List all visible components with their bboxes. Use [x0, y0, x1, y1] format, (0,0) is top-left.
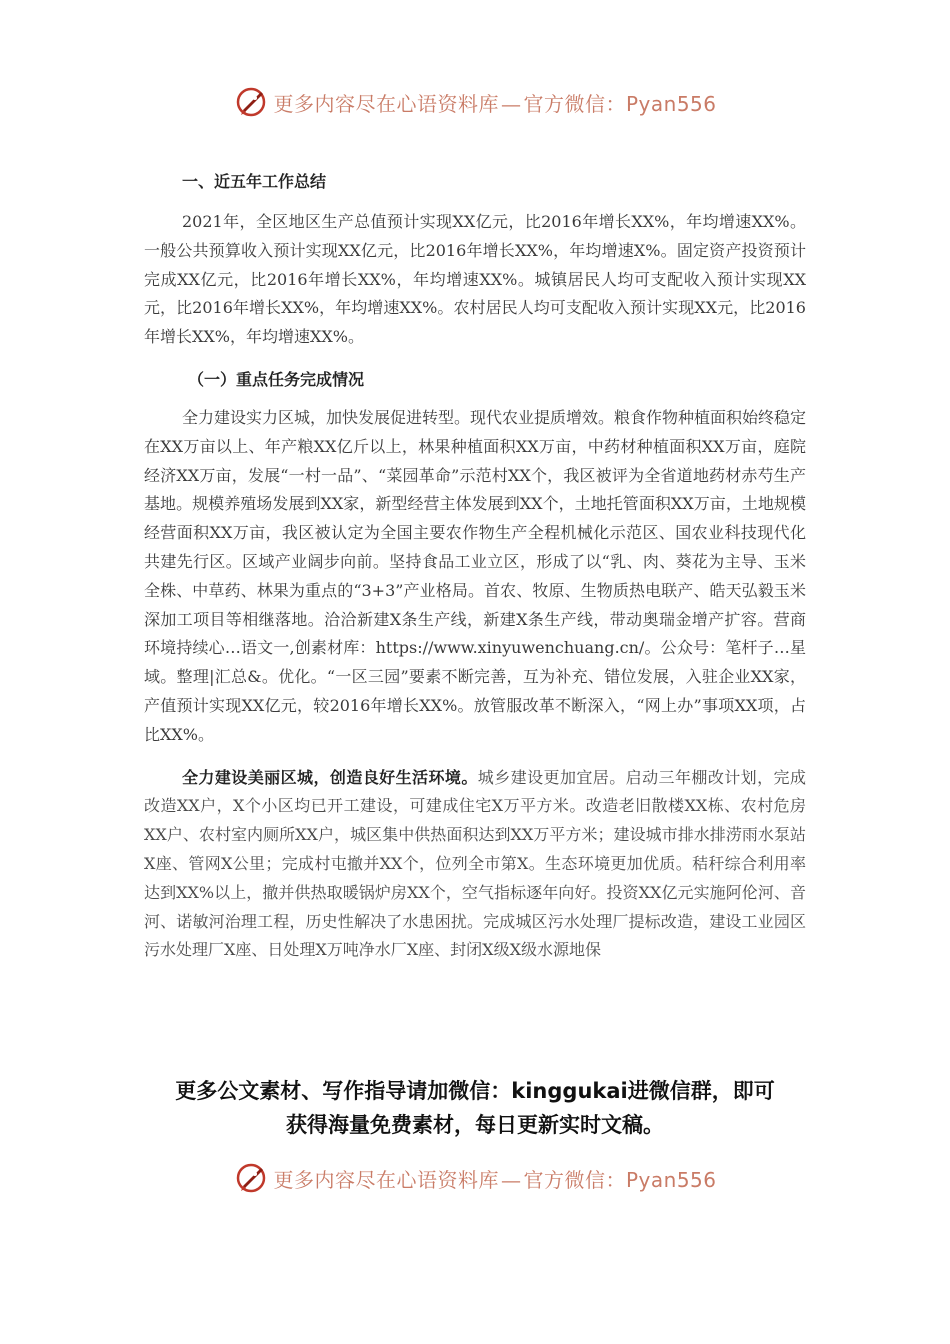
- promo-notice: [0, 1074, 950, 1142]
- paragraph-lead: 全力建设美丽区城，创造良好生活环境。: [182, 767, 478, 787]
- promo-line-1: 更多公文素材、写作指导请加微信：kinggukai进微信群，即可: [175, 1079, 775, 1103]
- promo-line-2: 获得海量免费素材，每日更新实时文稿。: [286, 1113, 664, 1137]
- banner-wechat-label: 官方微信：: [523, 1167, 626, 1192]
- paragraph-strength-district: 全力建设实力区城，加快发展促进转型。现代农业提质增效。粮食作物种植面积始终稳定在XX万亩以上、年产粮XX亿斤以上，林果种植面积XX万亩，中药材种植面积XX万亩，庭院经济XX万亩，发展“一村一品”、“菜园革命”示范村XX个，我区被评为全省道地药材赤芍生产基地。规模养殖场发展到XX家，新型经营主体发展到XX个，土地托管面积XX万亩，土地规模经营面积XX万亩，我区被认定为全国主要农作物生产全程机械化示范区、国农业科技现代化共建先行区。区域产业阔步向前。坚持食品工业立区，形成了以“乳、肉、葵花为主导、玉米全株、中草药、林果为重点的“3+3”产业格局。首农、牧原、生物质热电联产、皓天弘毅玉米深加工项目等相继落地。洽洽新建X条生产线，新建X条生产线，带动奥瑞金增产扩容。营商环境持续心…语文一,创素材库：https://www.xinyuwenchuang.cn/。公众号：笔杆子…星域。整理|汇总&。优化。“一区三园”要素不断完善，互为补充、错位发展，入驻企业XX家，产值预计实现XX亿元，较2016年增长XX%。放管服改革不断深入，“网上办”事项XX项，占比XX%。: [144, 407, 807, 744]
- banner-text: [273, 88, 716, 117]
- banner-dash: —: [500, 91, 522, 116]
- footer-banner: [0, 1156, 950, 1200]
- banner-wechat-id: Pyan556: [625, 91, 717, 116]
- pen-logo-icon: [233, 84, 269, 120]
- banner-site-name: 更多内容尽在心语资料库: [273, 91, 499, 116]
- subsection-title: （一）重点任务完成情况: [188, 369, 365, 389]
- pen-logo-icon: [233, 1160, 269, 1196]
- banner-wechat-id: Pyan556: [625, 1167, 717, 1192]
- banner-site-name: 更多内容尽在心语资料库: [273, 1167, 499, 1192]
- header-banner: [0, 80, 950, 124]
- paragraph-beautiful-district: [144, 764, 806, 966]
- section-title: 一、近五年工作总结: [182, 172, 327, 191]
- document-body: [144, 168, 806, 979]
- paragraph-body: 城乡建设更加宜居。启动三年棚改计划，完成改造XX户，X个小区均已开工建设，可建成住宅X万平方米。改造老旧散楼XX栋、农村危房XX户、农村室内厕所XX户，城区集中供热面积达到XX万平方米；建设城市排水排涝雨水泵站X座、管网X公里；完成村屯撤并XX个，位列全市第X。生态环境更加优质。秸秆综合利用率达到XX%以上，撤并供热取暖锅炉房XX个，空气指标逐年向好。投资XX亿元实施阿伦河、音河、诺敏河治理工程，历史性解决了水患困扰。完成城区污水处理厂提标改造，建设工业园区污水处理厂X座、日处理X万吨净水厂X座、封闭X级X级水源地保: [144, 767, 806, 960]
- banner-dash: —: [500, 1167, 522, 1192]
- banner-text: [273, 1164, 716, 1193]
- intro-paragraph: 2021年，全区地区生产总值预计实现XX亿元，比2016年增长XX%，年均增速XX%。一般公共预算收入预计实现XX亿元，比2016年增长XX%，年均增速X%。固定资产投资预计完成XX亿元，比2016年增长XX%，年均增速XX%。城镇居民人均可支配收入预计实现XX元，比2016年增长XX%，年均增速XX%。农村居民人均可支配收入预计实现XX元，比2016年增长XX%，年均增速XX%。: [144, 212, 806, 347]
- banner-wechat-label: 官方微信：: [523, 91, 626, 116]
